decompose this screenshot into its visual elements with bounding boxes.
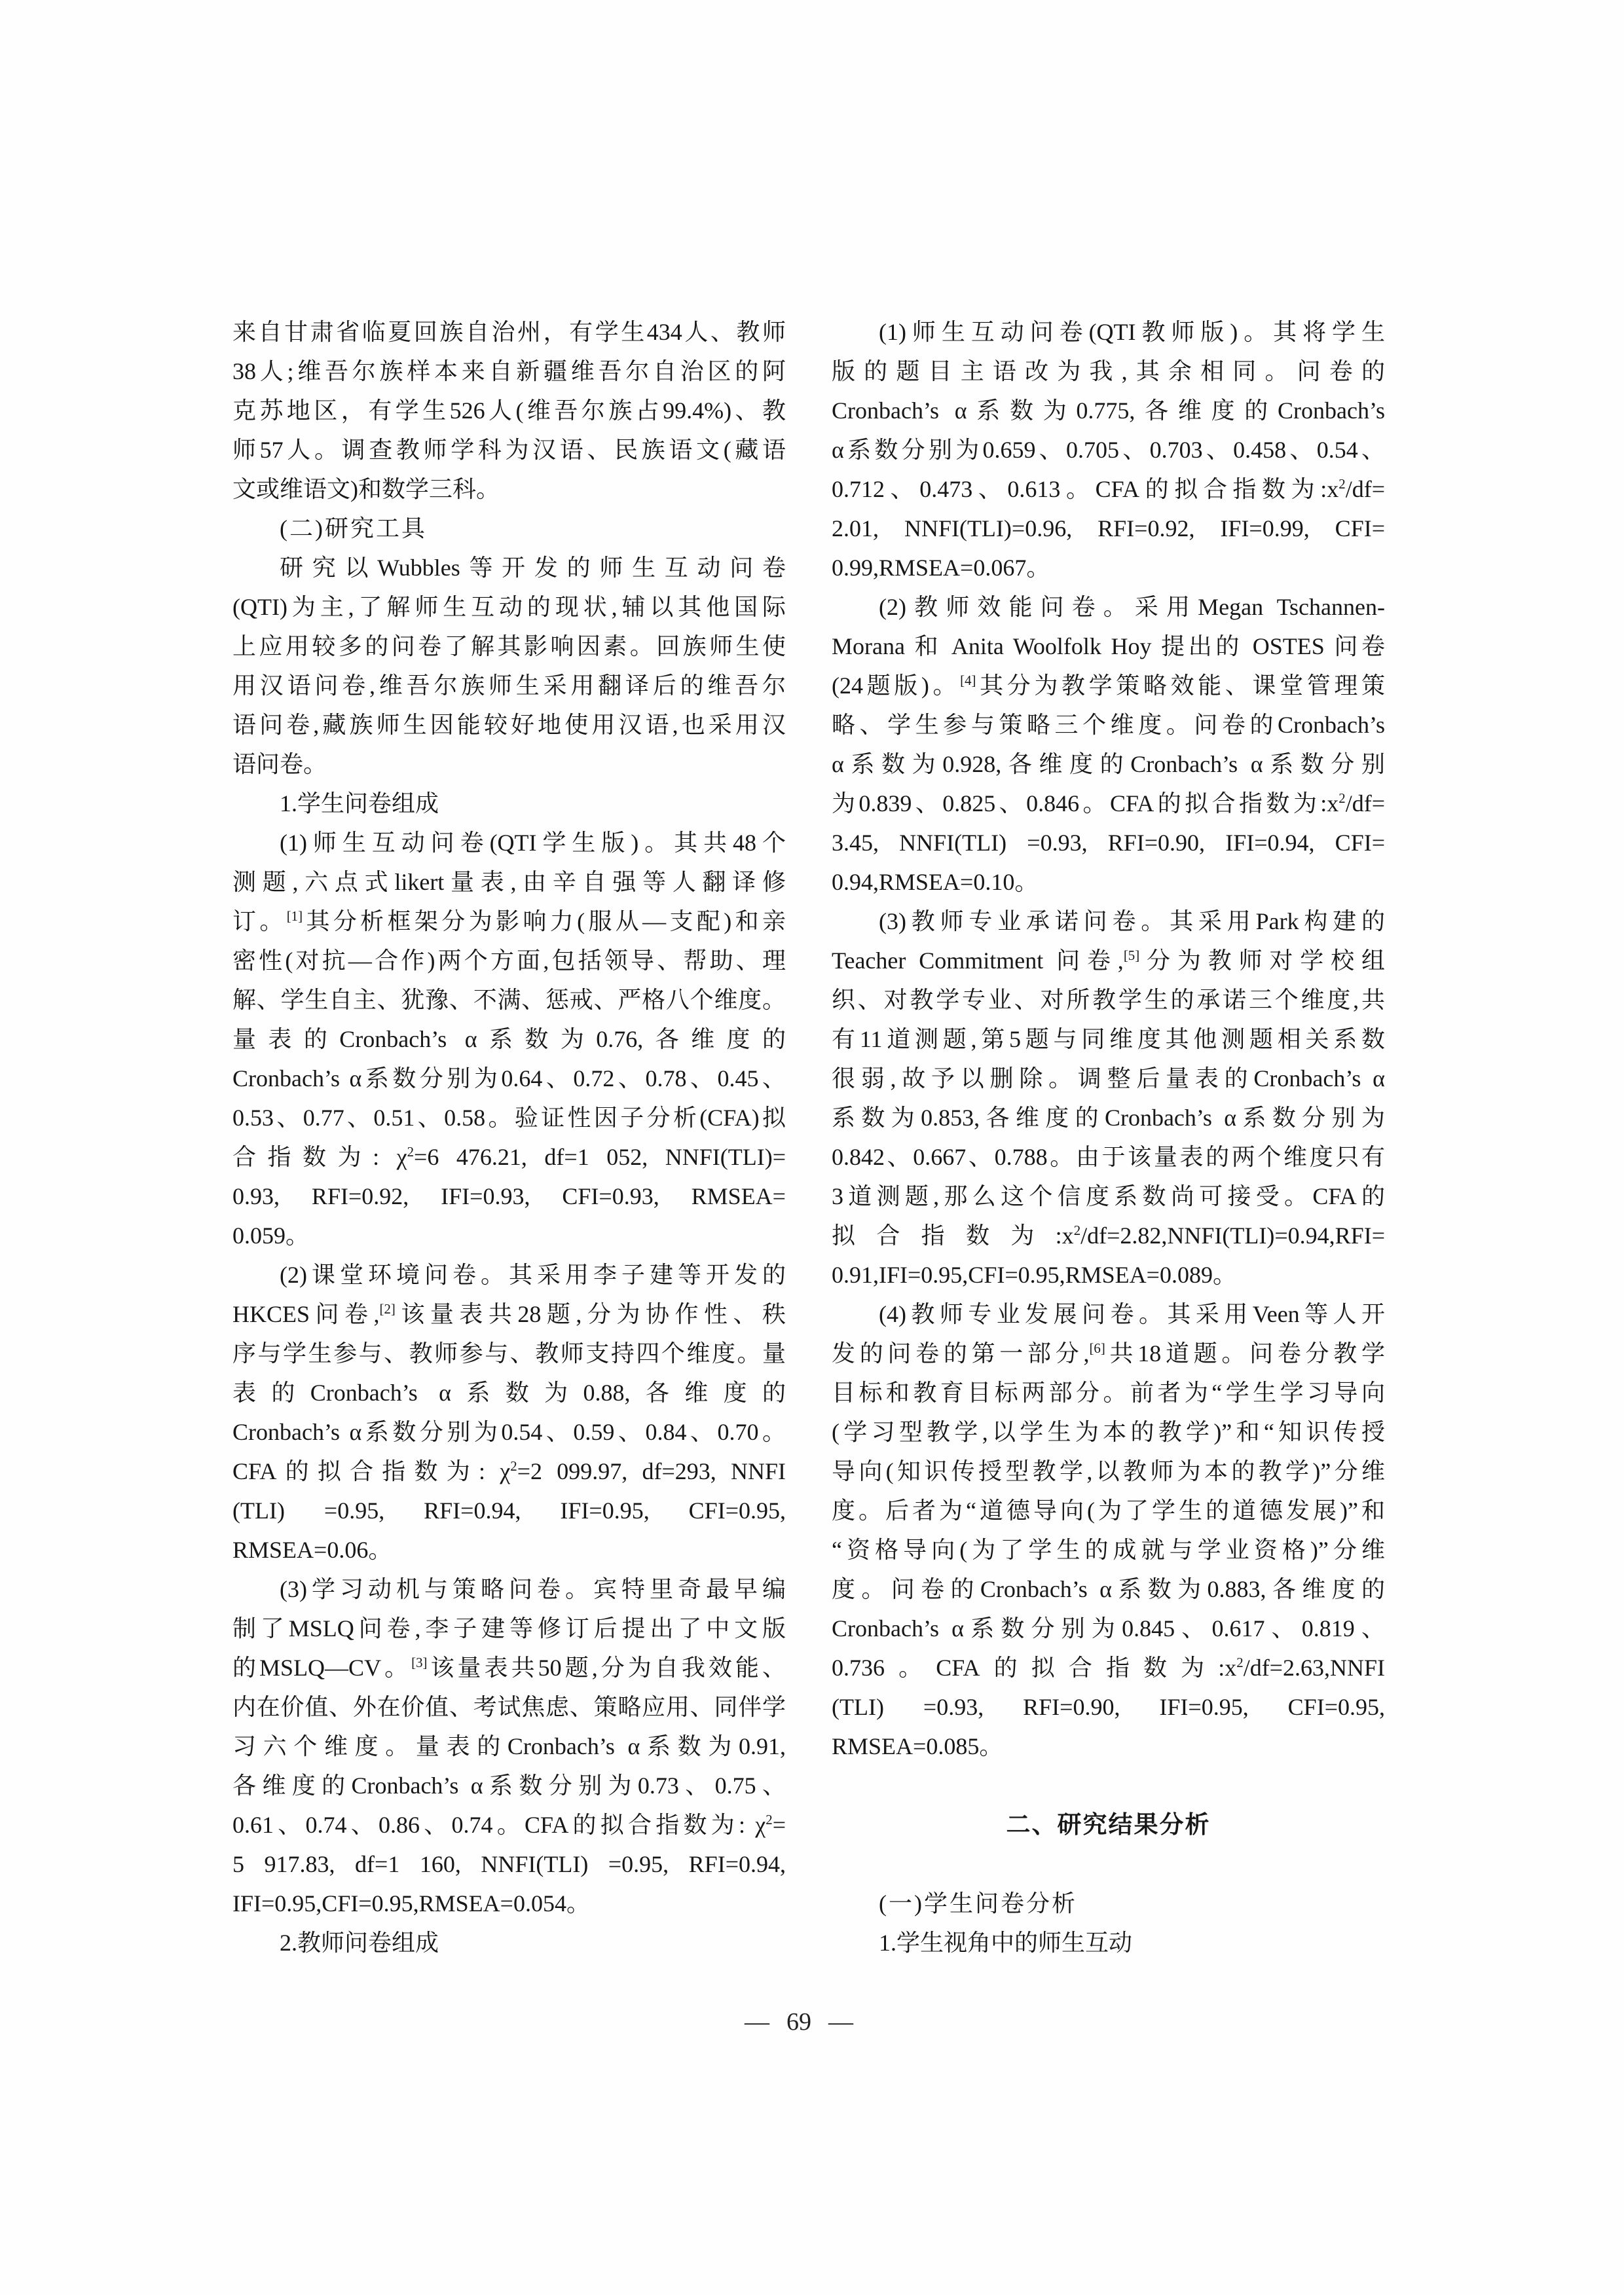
text-run: 38人;维吾尔族样本来自新疆维吾尔自治区的阿 bbox=[232, 358, 786, 384]
text-line bbox=[832, 1884, 1385, 1923]
text-line bbox=[232, 1766, 786, 1805]
superscript-ref: [2] bbox=[379, 1301, 396, 1317]
text-line bbox=[832, 1098, 1385, 1137]
text-line bbox=[232, 1687, 786, 1727]
text-line bbox=[832, 1177, 1385, 1216]
text-run: (TLI) =0.95, RFI=0.94, IFI=0.95, CFI=0.95, bbox=[232, 1497, 786, 1524]
text-line bbox=[232, 1884, 786, 1923]
text-run: /df=2.63,NNFI bbox=[1243, 1655, 1385, 1681]
text-run: 0.53、0.77、0.51、0.58。验证性因子分析(CFA)拟 bbox=[232, 1105, 786, 1131]
text-run: 二、研究结果分析 bbox=[1006, 1811, 1211, 1838]
text-line bbox=[232, 784, 786, 823]
text-line bbox=[232, 823, 786, 862]
text-run: 2.01, NNFI(TLI)=0.96, RFI=0.92, IFI=0.99, CFI= bbox=[832, 515, 1385, 542]
text-run: 目标和教育目标两部分。前者为“学生学习导向 bbox=[832, 1380, 1385, 1406]
text-run: 语问卷,藏族师生因能较好地使用汉语,也采用汉 bbox=[232, 712, 786, 738]
text-run: CFA的拟合指数为: χ bbox=[232, 1458, 511, 1484]
text-run: /df=2.82,NNFI(TLI)=0.94,RFI= bbox=[1080, 1222, 1385, 1249]
text-run: α系数分别为0.659、0.705、0.703、0.458、0.54、 bbox=[832, 437, 1385, 463]
text-line bbox=[232, 509, 786, 548]
text-run: 其分为教学策略效能、课堂管理策 bbox=[976, 672, 1385, 699]
text-run: 表的Cronbach’s α系数为0.88,各维度的 bbox=[232, 1380, 786, 1406]
text-line bbox=[232, 1845, 786, 1884]
text-run: (4)教师专业发展问卷。其采用Veen等人开 bbox=[879, 1301, 1385, 1327]
text-run: 制了MSLQ问卷,李子建等修订后提出了中文版 bbox=[232, 1615, 786, 1642]
text-line bbox=[232, 1491, 786, 1530]
text-run: 量表的Cronbach’s α系数为0.76,各维度的 bbox=[232, 1026, 786, 1052]
text-line bbox=[232, 1137, 786, 1177]
text-line bbox=[832, 1294, 1385, 1334]
text-line bbox=[832, 509, 1385, 548]
text-line bbox=[832, 1491, 1385, 1530]
text-line bbox=[832, 1648, 1385, 1687]
text-run: Cronbach’s α系数为0.775,各维度的Cronbach’s bbox=[832, 397, 1385, 424]
text-line bbox=[832, 312, 1385, 352]
text-line bbox=[232, 1412, 786, 1452]
text-run: 共18道题。问卷分教学 bbox=[1105, 1340, 1385, 1367]
text-line bbox=[832, 744, 1385, 784]
text-run: = bbox=[772, 1812, 786, 1838]
text-run: 织、对教学专业、对所教学生的承诺三个维度,共 bbox=[832, 987, 1385, 1013]
superscript-ref: [4] bbox=[960, 672, 976, 688]
text-run: 习六个维度。量表的Cronbach’s α系数为0.91, bbox=[232, 1733, 786, 1759]
text-line bbox=[232, 1570, 786, 1609]
text-line bbox=[832, 941, 1385, 980]
text-column-left bbox=[232, 312, 786, 1962]
text-line bbox=[232, 1255, 786, 1294]
text-line bbox=[832, 705, 1385, 744]
text-line bbox=[832, 1255, 1385, 1294]
superscript-ref: 2 bbox=[766, 1812, 773, 1827]
text-line bbox=[232, 666, 786, 705]
text-line bbox=[232, 1019, 786, 1059]
text-run: Morana 和 Anita Woolfolk Hoy 提出的 OSTES 问卷 bbox=[832, 633, 1385, 659]
text-run: 其分析框架分为影响力(服从—支配)和亲 bbox=[303, 908, 786, 934]
text-line bbox=[232, 469, 786, 509]
text-run: (二)研究工具 bbox=[280, 515, 427, 542]
text-run: 1.学生视角中的师生互动 bbox=[879, 1930, 1133, 1956]
text-run: 分为教师对学校组 bbox=[1139, 947, 1385, 974]
text-run: 0.61、0.74、0.86、0.74。CFA的拟合指数为: χ bbox=[232, 1812, 766, 1838]
text-run: (24题版)。 bbox=[832, 672, 961, 699]
text-run: 1.学生问卷组成 bbox=[280, 790, 439, 817]
text-line bbox=[232, 587, 786, 627]
text-run: 合指数为: χ bbox=[232, 1144, 407, 1170]
text-run: =2 099.97, df=293, NNFI bbox=[517, 1458, 786, 1484]
superscript-ref: [1] bbox=[286, 908, 303, 924]
text-line bbox=[232, 1373, 786, 1412]
text-run: 密性(对抗—合作)两个方面,包括领导、帮助、理 bbox=[232, 947, 786, 974]
text-column-right bbox=[832, 312, 1385, 1962]
text-run: 5 917.83, df=1 160, NNFI(TLI) =0.95, RFI=0.94, bbox=[232, 1851, 786, 1877]
text-run: 2.教师问卷组成 bbox=[280, 1930, 439, 1956]
text-line bbox=[232, 1294, 786, 1334]
text-line bbox=[832, 1530, 1385, 1570]
text-run: 系数为0.853,各维度的Cronbach’s α系数分别为 bbox=[832, 1105, 1385, 1131]
text-line bbox=[232, 391, 786, 430]
text-line bbox=[832, 823, 1385, 862]
text-run: 0.94,RMSEA=0.10。 bbox=[832, 869, 1039, 895]
text-run: 3道测题,那么这个信度系数尚可接受。CFA的 bbox=[832, 1183, 1385, 1209]
text-line bbox=[232, 312, 786, 352]
text-line bbox=[832, 1334, 1385, 1373]
footer-dash-right: — bbox=[828, 2008, 853, 2036]
text-run: Teacher Commitment 问卷, bbox=[832, 947, 1124, 974]
text-line bbox=[232, 1216, 786, 1255]
text-line bbox=[232, 627, 786, 666]
superscript-ref: 2 bbox=[1073, 1222, 1081, 1238]
superscript-ref: [5] bbox=[1123, 947, 1140, 963]
text-run: =6 476.21, df=1 052, NNFI(TLI)= bbox=[414, 1144, 786, 1170]
text-line bbox=[232, 1098, 786, 1137]
superscript-ref: 2 bbox=[1338, 790, 1346, 806]
text-line bbox=[832, 469, 1385, 509]
text-run: 0.736。CFA的拟合指数为:x bbox=[832, 1655, 1237, 1681]
text-run: (TLI) =0.93, RFI=0.90, IFI=0.95, CFI=0.95, bbox=[832, 1694, 1385, 1720]
text-run: 上应用较多的问卷了解其影响因素。回族师生使 bbox=[232, 633, 786, 659]
text-run: (2)教师效能问卷。采用Megan Tschannen- bbox=[879, 594, 1385, 620]
text-run: 克苏地区，有学生526人(维吾尔族占99.4%)、教 bbox=[232, 397, 786, 424]
superscript-ref: 2 bbox=[1236, 1655, 1244, 1670]
text-line bbox=[832, 1687, 1385, 1727]
text-run: 订。 bbox=[232, 908, 287, 934]
text-run: 该量表共28题,分为协作性、秩 bbox=[395, 1301, 786, 1327]
superscript-ref: 2 bbox=[1338, 476, 1346, 492]
text-line bbox=[232, 941, 786, 980]
text-run: 文或维语文)和数学三科。 bbox=[232, 476, 500, 502]
superscript-ref: 2 bbox=[407, 1144, 415, 1160]
footer-dash-left: — bbox=[745, 2008, 769, 2036]
text-run: (一)学生问卷分析 bbox=[879, 1890, 1077, 1917]
text-line bbox=[232, 744, 786, 784]
text-run: /df= bbox=[1345, 790, 1385, 817]
text-run: RMSEA=0.085。 bbox=[832, 1733, 1003, 1759]
text-line bbox=[232, 1727, 786, 1766]
text-line bbox=[832, 1412, 1385, 1452]
text-line bbox=[232, 1923, 786, 1962]
text-run: 很弱,故予以删除。调整后量表的Cronbach’s α bbox=[832, 1065, 1385, 1092]
text-line bbox=[232, 705, 786, 744]
text-run: /df= bbox=[1345, 476, 1385, 502]
section-heading bbox=[832, 1805, 1385, 1845]
text-run: (2)课堂环境问卷。其采用李子建等开发的 bbox=[280, 1262, 786, 1288]
superscript-ref: [6] bbox=[1089, 1340, 1105, 1356]
text-run: 0.99,RMSEA=0.067。 bbox=[832, 555, 1050, 581]
text-run: 该量表共50题,分为自我效能、 bbox=[427, 1655, 786, 1681]
text-line bbox=[232, 548, 786, 587]
text-run: 版的题目主语改为我,其余相同。问卷的 bbox=[832, 358, 1385, 384]
text-run: 度。问卷的Cronbach’s α系数为0.883,各维度的 bbox=[832, 1576, 1385, 1602]
text-run: 有11道测题,第5题与同维度其他测题相关系数 bbox=[832, 1026, 1385, 1052]
text-line bbox=[232, 1177, 786, 1216]
text-line bbox=[832, 666, 1385, 705]
text-line bbox=[832, 1845, 1385, 1884]
text-run: Cronbach’s α系数分别为0.845、0.617、0.819、 bbox=[832, 1615, 1385, 1642]
text-run: 3.45, NNFI(TLI) =0.93, RFI=0.90, IFI=0.94, CFI= bbox=[832, 830, 1385, 856]
text-line bbox=[232, 352, 786, 391]
text-run: (学习型教学,以学生为本的教学)”和“知识传授 bbox=[832, 1419, 1385, 1445]
text-run: 0.712、0.473、0.613。CFA的拟合指数为:x bbox=[832, 476, 1339, 502]
text-line bbox=[832, 1216, 1385, 1255]
text-run: 拟合指数为:x bbox=[832, 1222, 1074, 1249]
text-line bbox=[832, 784, 1385, 823]
text-line bbox=[232, 862, 786, 902]
text-run: 用汉语问卷,维吾尔族师生采用翻译后的维吾尔 bbox=[232, 672, 786, 699]
text-line bbox=[232, 1609, 786, 1648]
text-run: 的MSLQ—CV。 bbox=[232, 1655, 412, 1681]
text-line bbox=[832, 902, 1385, 941]
text-line bbox=[232, 1530, 786, 1570]
text-run: “资格导向(为了学生的成就与学业资格)”分维 bbox=[832, 1537, 1385, 1563]
text-run: (1)师生互动问卷(QTI学生版)。其共48个 bbox=[280, 830, 786, 856]
text-line bbox=[832, 1137, 1385, 1177]
text-run: (3)学习动机与策略问卷。宾特里奇最早编 bbox=[280, 1576, 786, 1602]
text-run: 0.059。 bbox=[232, 1222, 310, 1249]
text-run: 来自甘肃省临夏回族自治州，有学生434人、教师 bbox=[232, 319, 786, 345]
text-line bbox=[232, 430, 786, 469]
text-run: 序与学生参与、教师参与、教师支持四个维度。量 bbox=[232, 1340, 786, 1367]
text-line bbox=[832, 627, 1385, 666]
text-run: (1)师生互动问卷(QTI教师版)。其将学生 bbox=[879, 319, 1385, 345]
text-run: IFI=0.95,CFI=0.95,RMSEA=0.054。 bbox=[232, 1890, 590, 1917]
text-line bbox=[832, 1609, 1385, 1648]
text-run: Cronbach’s α系数分别为0.64、0.72、0.78、0.45、 bbox=[232, 1065, 786, 1092]
text-line bbox=[232, 1334, 786, 1373]
text-line bbox=[832, 1373, 1385, 1412]
text-line bbox=[832, 1452, 1385, 1491]
text-run: 略、学生参与策略三个维度。问卷的Cronbach’s bbox=[832, 712, 1385, 738]
text-run: Cronbach’s α系数分别为0.54、0.59、0.84、0.70。 bbox=[232, 1419, 786, 1445]
text-run: 内在价值、外在价值、考试焦虑、策略应用、同伴学 bbox=[232, 1694, 786, 1720]
text-line bbox=[232, 1805, 786, 1845]
text-line bbox=[832, 587, 1385, 627]
text-line bbox=[832, 1727, 1385, 1766]
text-line bbox=[832, 391, 1385, 430]
text-run: 0.91,IFI=0.95,CFI=0.95,RMSEA=0.089。 bbox=[832, 1262, 1236, 1288]
text-line bbox=[832, 1923, 1385, 1962]
text-run: (3)教师专业承诺问卷。其采用Park构建的 bbox=[879, 908, 1385, 934]
text-run: (QTI)为主,了解师生互动的现状,辅以其他国际 bbox=[232, 594, 786, 620]
text-line bbox=[832, 430, 1385, 469]
text-run: 度。后者为“道德导向(为了学生的道德发展)”和 bbox=[832, 1497, 1385, 1524]
text-line bbox=[832, 980, 1385, 1019]
text-line bbox=[232, 1452, 786, 1491]
text-run: 为0.839、0.825、0.846。CFA的拟合指数为:x bbox=[832, 790, 1339, 817]
text-run: 导向(知识传授型教学,以教师为本的教学)”分维 bbox=[832, 1458, 1385, 1484]
superscript-ref: 2 bbox=[510, 1458, 517, 1474]
text-run: α系数为0.928,各维度的Cronbach’s α系数分别 bbox=[832, 751, 1385, 777]
page-footer bbox=[0, 2002, 1598, 2042]
text-run: 0.93, RFI=0.92, IFI=0.93, CFI=0.93, RMSEA= bbox=[232, 1183, 786, 1209]
text-line bbox=[832, 1059, 1385, 1098]
text-run: 0.842、0.667、0.788。由于该量表的两个维度只有 bbox=[832, 1144, 1385, 1170]
page-number: 69 bbox=[786, 2008, 811, 2036]
text-line bbox=[232, 1648, 786, 1687]
text-run: 各维度的Cronbach’s α系数分别为0.73、0.75、 bbox=[232, 1772, 786, 1799]
text-run: 师57人。调查教师学科为汉语、民族语文(藏语 bbox=[232, 437, 786, 463]
text-line bbox=[832, 1570, 1385, 1609]
text-line bbox=[232, 902, 786, 941]
text-line bbox=[232, 980, 786, 1019]
text-run: HKCES问卷, bbox=[232, 1301, 380, 1327]
text-run: 语问卷。 bbox=[232, 751, 327, 777]
text-run: 研究以Wubbles等开发的师生互动问卷 bbox=[280, 555, 786, 581]
text-run: 解、学生自主、犹豫、不满、惩戒、严格八个维度。 bbox=[232, 987, 786, 1013]
text-run: 发的问卷的第一部分, bbox=[832, 1340, 1090, 1367]
text-run: RMSEA=0.06。 bbox=[232, 1537, 392, 1563]
text-line bbox=[832, 1019, 1385, 1059]
text-line bbox=[832, 548, 1385, 587]
text-line bbox=[232, 1059, 786, 1098]
text-run: 测题,六点式likert量表,由辛自强等人翻译修 bbox=[232, 869, 786, 895]
text-line bbox=[832, 862, 1385, 902]
text-line bbox=[832, 1766, 1385, 1805]
superscript-ref: [3] bbox=[411, 1655, 428, 1670]
text-line bbox=[832, 352, 1385, 391]
